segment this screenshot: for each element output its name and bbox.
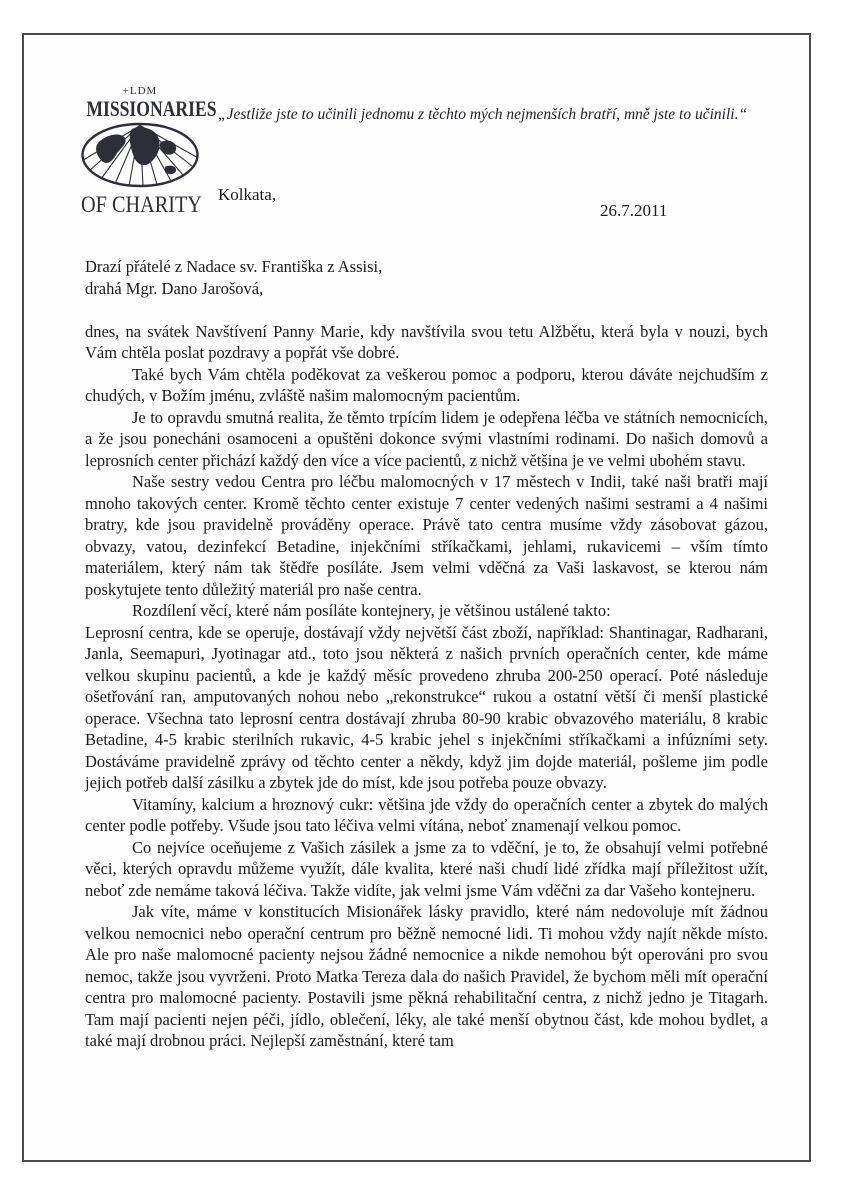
- body-paragraph: Je to opravdu smutná realita, že těmto trpícím lidem je odepřena léčba ve státních nemocnicích, a že jsou ponecháni osamoceni a opuštěni dokonce svými vlastními rodinami. Do našich domovů a leprosních center přichází každý den více a více pacientů, z nichž většina je ve velmi ubohém stavu.: [85, 407, 768, 470]
- date-line: 26.7.2011: [600, 201, 668, 220]
- salutation-line: Drazí přátelé z Nadace sv. Františka z Assisi,: [85, 257, 383, 276]
- body-paragraph: Naše sestry vedou Centra pro léčbu malomocných v 17 městech v Indii, také naši bratři mají mnoho takových center. Kromě těchto center existuje 7 center vedených našimi sestrami a 4 našimi bratry, kde jsou pravidelně prováděny operace. Právě tato centra musíme vždy zásobovat gázou, obvazy, vatou, dezinfekcí Betadine, injekčními stříkačkami, jehlami, rukavicemi – vším tímto materiálem, který nám tak štědře posíláte. Jsem velmi vděčná za Vaši laskavost, se kterou nám poskytujete tento důležitý materiál pro naše centra.: [85, 472, 768, 599]
- letter-body: [85, 256, 768, 1052]
- logo-missionaries-label: MISSIONARIES: [86, 96, 217, 121]
- logo-ldm-label: +LDM: [122, 85, 158, 97]
- globe-icon: [73, 122, 207, 192]
- body-paragraph: Leprosní centra, kde se operuje, dostávají vždy největší část zboží, například: Shantinagar, Radharani, Janla, Seemapuri, Jyotinagar atd., toto jsou některá z našich prvních operačních center, kde máme velkou skupinu pacientů, a kde je každý měsíc provedeno zhruba 200-250 operací. Poté následuje ošetřování ran, amputovaných nohou nebo „rekonstrukce“ rukou a ostatní větší či menší plastické operace. Všechna tato leprosní centra dostávají zhruba 80-90 krabic obvazového materiálu, 8 krabic Betadine, 4-5 krabic sterilních rukavic, 4-5 krabic jehel s injekčními stříkačkami a infúzními sety. Dostáváme pravidelně zprávy od těchto center a někdy, když jim dojde materiál, pošleme jim podle jejich potřeb další zásilku a zbytek jde do míst, kde jsou potřeba pouze obvazy.: [85, 622, 768, 792]
- missionaries-of-charity-logo: [73, 85, 217, 217]
- body-paragraph: Také bych Vám chtěla poděkovat za veškerou pomoc a podporu, kterou dáváte nejchudším z chudých, v Božím jménu, zvláště našim malomocným pacientům.: [85, 364, 768, 405]
- body-paragraph: Rozdílení věcí, které nám posíláte kontejnery, je většinou ustálené takto:: [132, 601, 611, 620]
- salutation: [85, 256, 768, 299]
- body-paragraph: Vitamíny, kalcium a hroznový cukr: většina jde vždy do operačních center a zbytek do malých center podle potřeby. Všude jsou tato léčiva velmi vítána, neboť znamenají velkou pomoc.: [85, 794, 768, 835]
- body-paragraph: Co nejvíce oceňujeme z Vašich zásilek a jsme za to vděční, je to, že obsahují velmi potřebné věci, kterých opravdu můžeme využít, dále kvalita, které naši chudí lidé zřídka mají příležitost užít, neboť zde nemáme taková léčiva. Takže vidíte, jak velmi jsme Vám vděčni za dar Vašeho kontejneru.: [85, 837, 768, 900]
- salutation-line: drahá Mgr. Dano Jarošová,: [85, 278, 264, 298]
- scripture-quote: „Jestliže jste to učinili jednomu z těchto mých nejmenších bratří, mně jste to učinili.“: [218, 106, 748, 123]
- logo-of-charity-label: OF CHARITY: [81, 192, 202, 217]
- place-line: Kolkata,: [218, 185, 277, 204]
- body-paragraph: Jak víte, máme v konstitucích Misionářek lásky pravidlo, které nám nedovoluje mít žádnou velkou nemocnici nebo operační centrum pro běžně nemocné lidi. Ti mohou vždy najít někde místo. Ale pro naše malomocné pacienty nejsou žádné nemocnice a nikde nemohou být operováni pro svou nemoc, takže jsou vyvrženi. Proto Matka Tereza dala do našich Pravidel, že bychom měli mít operační centra pro malomocné pacienty. Postavili jsme pěkná rehabilitační centra, z nichž jedno je Titagarh. Tam mají pacienti nejen péči, jídlo, oblečení, léky, ale také menší obytnou část, kde mohou bydlet, a také mají drobnou práci. Nejlepší zaměstnání, které tam: [85, 902, 768, 1050]
- body-paragraph: dnes, na svátek Navštívení Panny Marie, kdy navštívila svou tetu Alžbětu, která byla v nouzi, bych Vám chtěla poslat pozdravy a popřát vše dobré.: [85, 321, 768, 362]
